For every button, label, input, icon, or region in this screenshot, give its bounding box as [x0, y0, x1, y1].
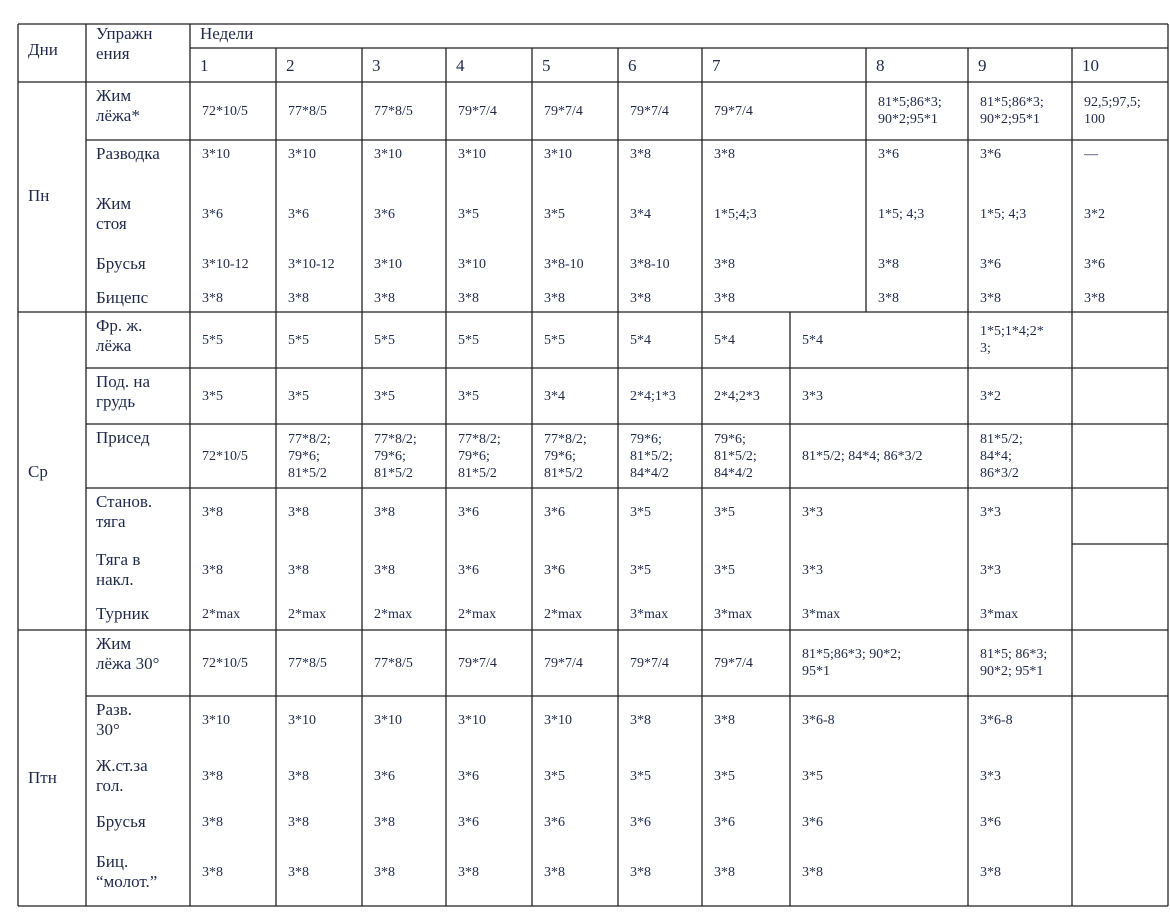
- week-value-cell: 3*10-12: [202, 256, 249, 272]
- week-value-cell: 3*5: [544, 206, 565, 222]
- week-value-cell: 77*8/5: [288, 103, 327, 119]
- week-value-cell: 3*8: [544, 290, 565, 306]
- week-value-cell: 3*6: [458, 768, 479, 784]
- week-value-cell: 77*8/2; 79*6; 81*5/2: [288, 431, 331, 481]
- week-number-5: 5: [542, 56, 551, 75]
- week-value-cell: —: [1084, 146, 1098, 162]
- exercise-name: Жим стоя: [96, 194, 132, 233]
- week-value-cell: 3*5: [544, 768, 565, 784]
- week-value-cell: 3*8: [980, 290, 1001, 306]
- exercise-name: Станов. тяга: [96, 492, 153, 531]
- week-value-cell: 79*7/4: [458, 103, 497, 119]
- exercise-header: Упражн ения: [96, 24, 153, 63]
- week-value-cell: 79*7/4: [458, 655, 497, 671]
- exercise-name: Жим лёжа*: [96, 86, 140, 125]
- week-value-cell: 3*8: [878, 256, 899, 272]
- week-value-cell: 3*2: [980, 388, 1001, 404]
- week-value-cell: 77*8/2; 79*6; 81*5/2: [458, 431, 501, 481]
- week-value-cell: 3*8: [630, 146, 651, 162]
- week-value-cell: 3*8: [202, 864, 223, 880]
- week-value-cell: 3*8: [374, 290, 395, 306]
- week-value-cell: 3*8: [288, 864, 309, 880]
- week-value-cell: 3*6: [878, 146, 899, 162]
- week-number-1: 1: [200, 56, 209, 75]
- day-label: Птн: [28, 768, 57, 787]
- week-value-cell: 3*10: [544, 146, 572, 162]
- week-value-cell: 79*7/4: [630, 655, 669, 671]
- week-value-cell: 5*4: [630, 332, 651, 348]
- week-value-cell: 5*4: [802, 332, 823, 348]
- exercise-name: Турник: [96, 604, 149, 623]
- exercise-name: Разв. 30°: [96, 700, 132, 739]
- days-header: Дни: [28, 40, 58, 59]
- week-value-cell: 3*8: [1084, 290, 1105, 306]
- week-value-cell: 3*10: [202, 146, 230, 162]
- week-value-cell: 3*8: [374, 864, 395, 880]
- week-value-cell: 3*8: [714, 712, 735, 728]
- week-value-cell: 3*6: [458, 562, 479, 578]
- week-number-7: 7: [712, 56, 721, 75]
- week-value-cell: 3*5: [714, 504, 735, 520]
- week-value-cell: 5*5: [202, 332, 223, 348]
- week-value-cell: 3*8: [714, 864, 735, 880]
- weeks-header: Недели: [200, 24, 254, 43]
- exercise-name: Бицепс: [96, 288, 149, 307]
- exercise-name: Фр. ж. лёжа: [96, 316, 143, 355]
- week-number-9: 9: [978, 56, 987, 75]
- week-value-cell: 3*max: [802, 606, 841, 622]
- week-value-cell: 3*max: [714, 606, 753, 622]
- week-value-cell: 1*5; 4;3: [980, 206, 1027, 222]
- week-value-cell: 3*10: [374, 146, 402, 162]
- week-value-cell: 3*10: [544, 712, 572, 728]
- week-value-cell: 81*5;86*3; 90*2;95*1: [980, 95, 1044, 127]
- week-value-cell: 3*10: [374, 712, 402, 728]
- week-number-3: 3: [372, 56, 381, 75]
- week-value-cell: 3*5: [630, 562, 651, 578]
- week-value-cell: 2*4;2*3: [714, 388, 760, 404]
- day-label: Пн: [28, 186, 50, 205]
- week-value-cell: 3*8: [374, 814, 395, 830]
- week-value-cell: 79*7/4: [630, 103, 669, 119]
- week-value-cell: 2*max: [544, 606, 583, 622]
- week-value-cell: 3*8: [714, 256, 735, 272]
- week-value-cell: 3*4: [544, 388, 565, 404]
- week-value-cell: 2*max: [288, 606, 327, 622]
- week-value-cell: 3*3: [980, 768, 1001, 784]
- week-value-cell: 3*3: [802, 388, 823, 404]
- week-value-cell: 3*8: [458, 290, 479, 306]
- week-value-cell: 3*6: [980, 146, 1001, 162]
- week-value-cell: 81*5;86*3; 90*2; 95*1: [802, 647, 902, 679]
- week-number-4: 4: [456, 56, 465, 75]
- week-value-cell: 3*6: [458, 814, 479, 830]
- week-value-cell: 3*6: [1084, 256, 1105, 272]
- week-value-cell: 3*6: [202, 206, 223, 222]
- week-value-cell: 3*8: [458, 864, 479, 880]
- week-value-cell: 77*8/5: [374, 655, 413, 671]
- week-number-2: 2: [286, 56, 295, 75]
- week-value-cell: 3*6: [374, 768, 395, 784]
- week-value-cell: 79*6; 81*5/2; 84*4/2: [630, 431, 673, 481]
- week-value-cell: 3*8: [288, 290, 309, 306]
- day-label: Ср: [28, 462, 48, 481]
- week-value-cell: 3*5: [374, 388, 395, 404]
- week-value-cell: 1*5;1*4;2* 3;: [980, 324, 1044, 356]
- exercise-name: Разводка: [96, 144, 160, 163]
- week-value-cell: 5*5: [288, 332, 309, 348]
- week-value-cell: 3*2: [1084, 206, 1105, 222]
- week-value-cell: 3*10-12: [288, 256, 335, 272]
- week-value-cell: 5*4: [714, 332, 735, 348]
- week-value-cell: 3*5: [288, 388, 309, 404]
- week-value-cell: 3*3: [802, 562, 823, 578]
- week-value-cell: 3*5: [802, 768, 823, 784]
- week-value-cell: 3*5: [630, 768, 651, 784]
- week-value-cell: 3*6: [374, 206, 395, 222]
- week-value-cell: 3*8-10: [630, 256, 670, 272]
- week-value-cell: 2*4;1*3: [630, 388, 676, 404]
- week-value-cell: 77*8/2; 79*6; 81*5/2: [544, 431, 587, 481]
- week-value-cell: 3*10: [202, 712, 230, 728]
- week-value-cell: 3*8: [374, 562, 395, 578]
- week-value-cell: 77*8/5: [374, 103, 413, 119]
- week-value-cell: 1*5;4;3: [714, 206, 757, 222]
- week-value-cell: 79*7/4: [544, 655, 583, 671]
- week-value-cell: 79*6; 81*5/2; 84*4/2: [714, 431, 757, 481]
- week-value-cell: 79*7/4: [714, 655, 753, 671]
- week-value-cell: 3*6: [980, 256, 1001, 272]
- week-value-cell: 77*8/2; 79*6; 81*5/2: [374, 431, 417, 481]
- week-value-cell: 3*10: [458, 146, 486, 162]
- week-value-cell: 3*6: [802, 814, 823, 830]
- week-value-cell: 3*10: [374, 256, 402, 272]
- week-value-cell: 79*7/4: [544, 103, 583, 119]
- week-value-cell: 3*8: [630, 864, 651, 880]
- exercise-name: Под. на грудь: [96, 372, 151, 411]
- week-value-cell: 3*8: [980, 864, 1001, 880]
- week-value-cell: 2*max: [202, 606, 241, 622]
- week-value-cell: 3*10: [288, 712, 316, 728]
- week-value-cell: 3*6: [714, 814, 735, 830]
- week-value-cell: 3*10: [288, 146, 316, 162]
- week-value-cell: 3*6: [288, 206, 309, 222]
- week-value-cell: 3*5: [630, 504, 651, 520]
- week-value-cell: 3*8: [802, 864, 823, 880]
- week-value-cell: 3*8: [714, 290, 735, 306]
- week-value-cell: 3*6-8: [980, 712, 1013, 728]
- week-value-cell: 3*6: [544, 504, 565, 520]
- week-value-cell: 3*8-10: [544, 256, 584, 272]
- week-value-cell: 3*8: [202, 504, 223, 520]
- week-value-cell: 3*3: [980, 504, 1001, 520]
- week-value-cell: 5*5: [544, 332, 565, 348]
- week-value-cell: 3*6: [980, 814, 1001, 830]
- week-value-cell: 3*8: [288, 504, 309, 520]
- week-number-8: 8: [876, 56, 885, 75]
- week-value-cell: 72*10/5: [202, 103, 248, 119]
- week-value-cell: 3*5: [458, 206, 479, 222]
- week-value-cell: 72*10/5: [202, 655, 248, 671]
- exercise-name: Ж.ст.за гол.: [96, 756, 148, 795]
- week-value-cell: 3*max: [980, 606, 1019, 622]
- week-value-cell: 3*8: [630, 290, 651, 306]
- exercise-name: Брусья: [96, 812, 146, 831]
- week-value-cell: 3*8: [202, 562, 223, 578]
- week-value-cell: 3*4: [630, 206, 651, 222]
- week-value-cell: 2*max: [458, 606, 497, 622]
- week-value-cell: 3*8: [374, 504, 395, 520]
- week-value-cell: 3*3: [980, 562, 1001, 578]
- week-value-cell: 3*5: [714, 562, 735, 578]
- week-value-cell: 79*7/4: [714, 103, 753, 119]
- week-value-cell: 5*5: [374, 332, 395, 348]
- week-value-cell: 3*8: [288, 768, 309, 784]
- week-value-cell: 81*5/2; 84*4; 86*3/2: [980, 431, 1023, 481]
- week-value-cell: 3*6-8: [802, 712, 835, 728]
- week-value-cell: 81*5/2; 84*4; 86*3/2: [802, 448, 923, 464]
- week-value-cell: 72*10/5: [202, 448, 248, 464]
- week-value-cell: 3*8: [202, 814, 223, 830]
- week-value-cell: 81*5; 86*3; 90*2; 95*1: [980, 647, 1048, 679]
- week-value-cell: 3*5: [714, 768, 735, 784]
- exercise-name: Биц. “молот.”: [96, 852, 158, 891]
- week-value-cell: 5*5: [458, 332, 479, 348]
- week-value-cell: 3*3: [802, 504, 823, 520]
- exercise-name: Тяга в накл.: [96, 550, 141, 589]
- exercise-name: Присед: [96, 428, 150, 447]
- week-value-cell: 3*6: [458, 504, 479, 520]
- week-value-cell: 3*6: [544, 814, 565, 830]
- week-number-6: 6: [628, 56, 637, 75]
- week-value-cell: 3*8: [202, 290, 223, 306]
- exercise-name: Жим лёжа 30°: [96, 634, 160, 673]
- week-value-cell: 3*8: [202, 768, 223, 784]
- week-value-cell: 3*8: [630, 712, 651, 728]
- week-value-cell: 3*8: [288, 814, 309, 830]
- week-value-cell: 3*5: [202, 388, 223, 404]
- week-value-cell: 3*5: [458, 388, 479, 404]
- week-value-cell: 3*8: [288, 562, 309, 578]
- week-value-cell: 92,5;97,5; 100: [1084, 95, 1141, 127]
- week-value-cell: 2*max: [374, 606, 413, 622]
- week-value-cell: 3*8: [714, 146, 735, 162]
- week-value-cell: 3*6: [544, 562, 565, 578]
- week-value-cell: 1*5; 4;3: [878, 206, 925, 222]
- week-number-10: 10: [1082, 56, 1099, 75]
- week-value-cell: 81*5;86*3; 90*2;95*1: [878, 95, 942, 127]
- exercise-name: Брусья: [96, 254, 146, 273]
- week-value-cell: 3*6: [630, 814, 651, 830]
- week-value-cell: 77*8/5: [288, 655, 327, 671]
- week-value-cell: 3*8: [878, 290, 899, 306]
- week-value-cell: 3*max: [630, 606, 669, 622]
- week-value-cell: 3*10: [458, 256, 486, 272]
- week-value-cell: 3*8: [544, 864, 565, 880]
- week-value-cell: 3*10: [458, 712, 486, 728]
